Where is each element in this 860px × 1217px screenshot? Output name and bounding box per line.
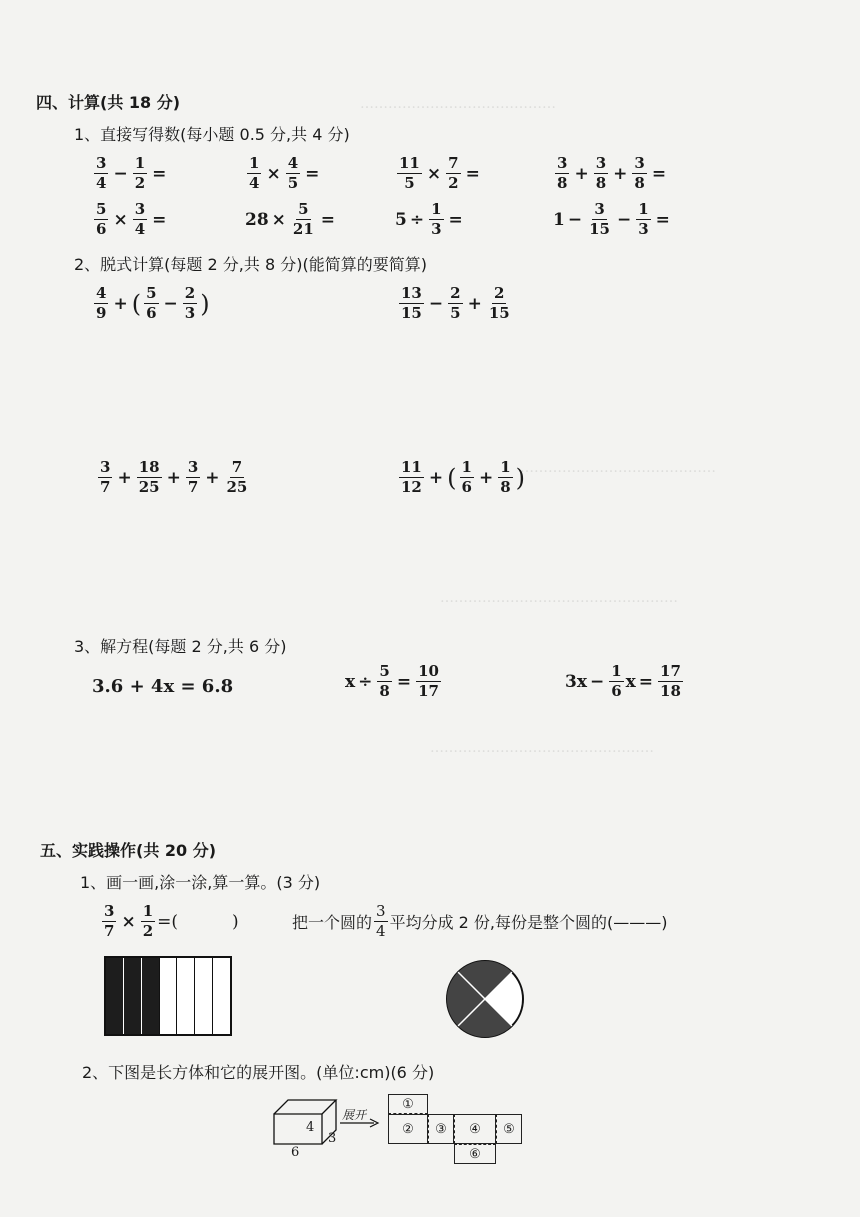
cuboid-figure <box>270 1094 340 1156</box>
fraction-circle-model <box>444 958 526 1040</box>
oral-problem-7: 5 ÷ $\frac{1}{3}$ = <box>395 200 463 238</box>
stepwise-problem-4: $\frac{11}{12}$ + ( $\frac{1}{6}$ + $\frac{1}{8}$ ) <box>401 458 525 496</box>
net-face-4: ④ <box>454 1114 496 1144</box>
net-face-6: ⑥ <box>454 1144 496 1164</box>
net-face-1: ① <box>388 1094 428 1114</box>
oral-problem-6: 28 × $\frac{5}{21}$ = <box>245 200 336 238</box>
net-face-2: ② <box>388 1114 428 1144</box>
part5-2-title: 2、下图是长方体和它的展开图。(单位:cm)(6 分) <box>82 1063 435 1082</box>
oral-problem-2: $\frac{1}{4}$ × $\frac{4}{5}$ = <box>249 154 320 192</box>
oral-problem-5: $\frac{5}{6}$ × $\frac{3}{4}$ = <box>96 200 167 238</box>
cuboid-width-label: 3 <box>328 1131 337 1146</box>
stepwise-problem-2: $\frac{13}{15}$ − $\frac{2}{5}$ + $\frac{2}{15}$ <box>401 284 510 322</box>
stepwise-problem-3: $\frac{3}{7}$ + $\frac{18}{25}$ + $\frac{3}{7}$ + $\frac{7}{25}$ <box>100 458 248 496</box>
net-face-5: ⑤ <box>496 1114 522 1144</box>
bleed-through-text: …………………………………………… <box>440 590 678 606</box>
bleed-through-text: …………………………………… <box>360 96 556 112</box>
bar-segment-shaded <box>141 958 159 1034</box>
fraction: $\frac{1}{2}$ <box>134 154 146 192</box>
stepwise-problem-1: $\frac{4}{9}$ + ( $\frac{5}{6}$ − $\frac{2}{3}$ ) <box>96 284 210 322</box>
fraction-bar-model <box>104 956 232 1036</box>
bar-segment-shaded <box>106 958 123 1034</box>
part3-title: 3、解方程(每题 2 分,共 6 分) <box>74 637 287 656</box>
draw-problem-right: 把一个圆的 $\frac{3}{4}$ 平均分成 2 份,每份是整个圆的(———) <box>292 902 668 940</box>
oral-problem-3: $\frac{11}{5}$ × $\frac{7}{2}$ = <box>399 154 480 192</box>
bar-segment-blank <box>176 958 194 1034</box>
equation-3: 3x − $\frac{1}{6}$ x = $\frac{17}{18}$ <box>565 662 681 700</box>
oral-problem-1: $\frac{3}{4}$ − $\frac{1}{2}$ = <box>96 154 167 192</box>
section5-title: 五、实践操作(共 20 分) <box>40 841 217 860</box>
oral-problem-8: 1 − $\frac{3}{15}$ − $\frac{1}{3}$ = <box>553 200 670 238</box>
part5-1-title: 1、画一画,涂一涂,算一算。(3 分) <box>80 873 321 892</box>
bar-segment-blank <box>194 958 212 1034</box>
oral-problem-4: $\frac{3}{8}$ + $\frac{3}{8}$ + $\frac{3}{8}$ = <box>557 154 667 192</box>
part1-title: 1、直接写得数(每小题 0.5 分,共 4 分) <box>74 125 350 144</box>
part2-title: 2、脱式计算(每题 2 分,共 8 分)(能简算的要简算) <box>74 255 427 274</box>
bleed-through-text: ………………………………………… <box>430 740 654 756</box>
equation-1: 3.6 + 4x = 6.8 <box>92 676 234 697</box>
bar-segment-blank <box>159 958 177 1034</box>
cuboid-length-label: 6 <box>291 1145 300 1160</box>
equation-2: x ÷ $\frac{5}{8}$ = $\frac{10}{17}$ <box>345 662 439 700</box>
bar-segment-blank <box>212 958 230 1034</box>
draw-problem-left: $\frac{3}{7}$ × $\frac{1}{2}$ =( ) <box>104 902 239 940</box>
fraction: $\frac{3}{4}$ <box>96 154 107 192</box>
unfold-label: 展开 <box>342 1108 367 1122</box>
net-face-3: ③ <box>428 1114 454 1144</box>
bar-segment-shaded <box>123 958 141 1034</box>
bleed-through-text: …………………………………… <box>520 460 716 476</box>
cuboid-height-label: 4 <box>306 1120 315 1135</box>
section4-title: 四、计算(共 18 分) <box>36 93 181 112</box>
unfold-arrow-icon <box>340 1118 380 1128</box>
